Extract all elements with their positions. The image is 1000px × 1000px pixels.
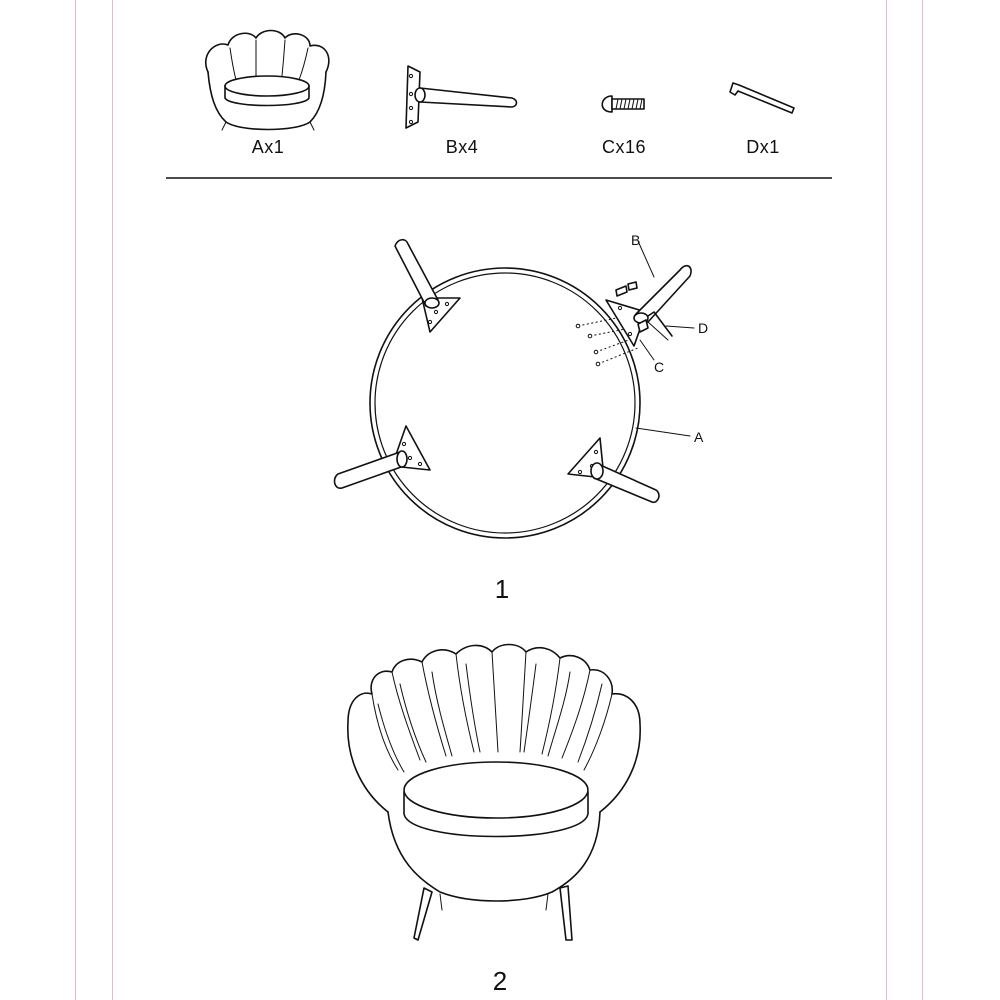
leg-bottom-left [335, 426, 430, 488]
callout-line-a [636, 428, 690, 436]
seat-bottom-outer [370, 268, 640, 538]
callout-line-b [638, 241, 654, 277]
callout-b: B [631, 232, 641, 248]
leg-bottom-right [568, 438, 659, 502]
callout-d: D [698, 320, 709, 336]
part-c-label: Cx16 [601, 137, 647, 157]
part-b-label: Bx4 [445, 137, 479, 157]
parts-list [206, 31, 794, 158]
seat-bottom-inner [375, 273, 635, 533]
bolt-icon [602, 96, 644, 112]
part-d-label: Dx1 [746, 137, 780, 157]
callout-c: C [654, 359, 665, 375]
leg-top-right-exploded [576, 266, 691, 366]
step2-number: 2 [492, 966, 508, 996]
step2-chair [348, 645, 640, 941]
callout-line-c [640, 340, 654, 360]
leg-icon [406, 66, 517, 128]
chair-seat-icon [206, 31, 329, 131]
part-a-label: Ax1 [251, 137, 285, 157]
step1-number: 1 [494, 574, 510, 604]
callout-line-d [666, 326, 694, 328]
leg-top-left [395, 240, 460, 332]
callout-a: A [694, 429, 704, 445]
allen-key-icon [730, 83, 794, 113]
step1-diagram [335, 232, 709, 538]
